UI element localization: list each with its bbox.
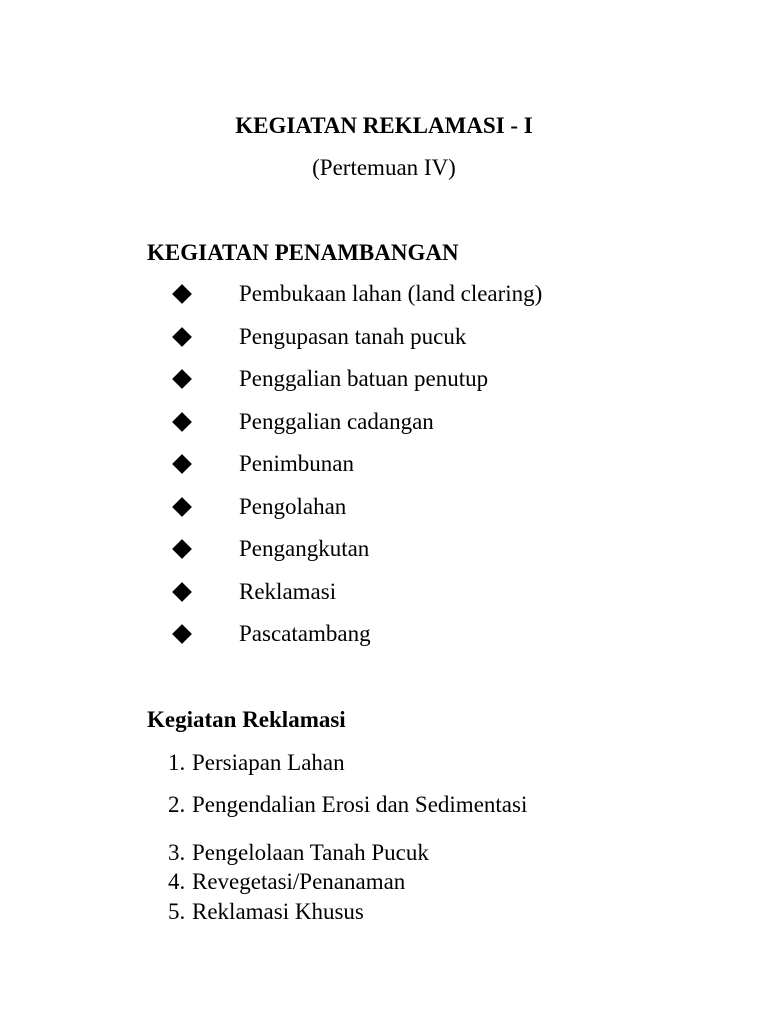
list-number: 5. [168, 899, 186, 924]
list-item [0, 408, 768, 451]
numbered-list-item [0, 898, 768, 926]
diamond-bullet-icon [172, 497, 192, 517]
list-item [0, 450, 768, 493]
list-number: 2. [168, 792, 186, 817]
diamond-bullet-icon [172, 369, 192, 389]
list-item [0, 578, 768, 621]
numbered-list-item [0, 749, 768, 777]
diamond-bullet-icon [172, 412, 192, 432]
list-item-text: Pengelolaan Tanah Pucuk [192, 840, 429, 865]
list-item-text: Pengupasan tanah pucuk [239, 323, 467, 349]
penambangan-list [0, 280, 768, 663]
list-item [0, 365, 768, 408]
document-title: KEGIATAN REKLAMASI - I [235, 113, 533, 138]
list-item [0, 620, 768, 663]
document-subtitle: (Pertemuan IV) [312, 155, 456, 180]
diamond-bullet-icon [172, 454, 192, 474]
list-item-text: Pengendalian Erosi dan Sedimentasi [192, 792, 528, 817]
list-item-text: Pengangkutan [239, 536, 370, 561]
list-item-text: Pengolahan [239, 493, 347, 519]
list-item-text: Persiapan Lahan [192, 750, 345, 775]
list-item [0, 493, 768, 536]
diamond-bullet-icon [172, 624, 192, 644]
list-item [0, 280, 768, 323]
diamond-bullet-icon [172, 284, 192, 304]
numbered-list-item [0, 791, 768, 819]
list-item [0, 323, 768, 366]
list-item-text: Penggalian batuan penutup [239, 366, 489, 391]
section-heading-reklamasi: Kegiatan Reklamasi [147, 707, 346, 732]
diamond-bullet-icon [172, 539, 192, 559]
diamond-bullet-icon [172, 582, 192, 602]
list-item [0, 535, 768, 578]
numbered-list-item [0, 868, 768, 896]
diamond-bullet-icon [172, 327, 192, 347]
list-item-text: Penimbunan [239, 451, 354, 476]
section-heading-penambangan: KEGIATAN PENAMBANGAN [147, 240, 459, 265]
list-item-text: Penggalian cadangan [239, 408, 434, 434]
list-number: 1. [168, 750, 186, 775]
list-item-text: Reklamasi [239, 578, 337, 604]
list-item-text: Pembukaan lahan (land clearing) [239, 281, 543, 306]
list-item-text: Reklamasi Khusus [192, 899, 364, 924]
list-number: 4. [168, 869, 186, 894]
list-item-text: Revegetasi/Penanaman [192, 869, 406, 894]
numbered-list-item [0, 839, 768, 867]
list-item-text: Pascatambang [239, 621, 371, 646]
list-number: 3. [168, 840, 186, 865]
